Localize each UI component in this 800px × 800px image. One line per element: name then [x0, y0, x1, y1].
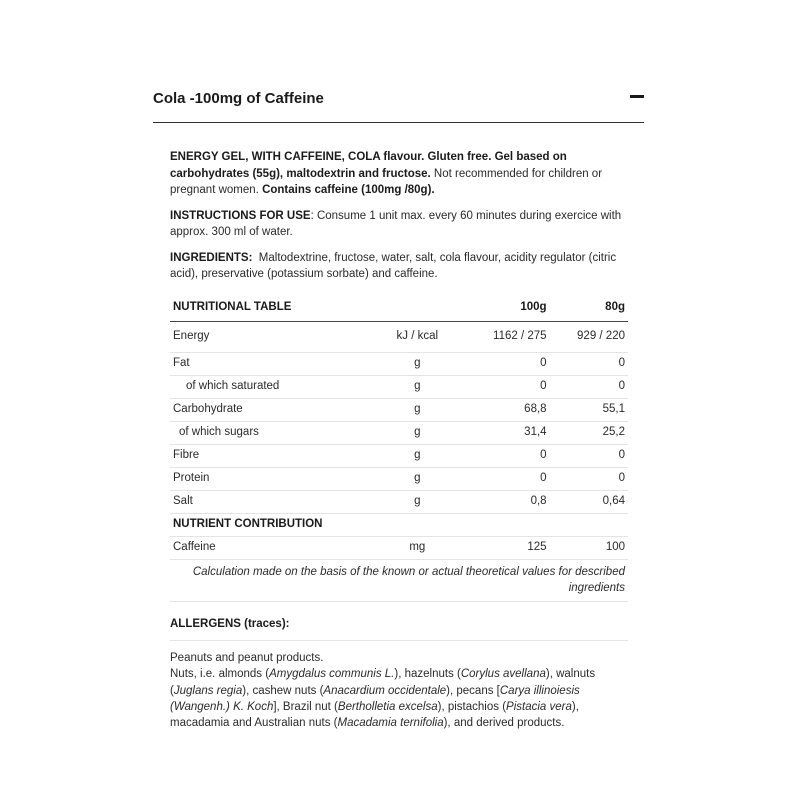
allergen-text: Nuts, i.e. almonds (: [170, 668, 270, 681]
row-value-80g: 100: [547, 536, 628, 559]
row-name: Carbohydrate: [170, 398, 366, 421]
row-value-80g: 0: [547, 375, 628, 398]
row-value-80g: 55,1: [547, 398, 628, 421]
ingredients: [170, 250, 628, 283]
botanical-name: Corylus avellana: [460, 668, 546, 681]
allergen-text: ), pistachios (: [437, 700, 507, 713]
header-80g: 80g: [547, 295, 628, 322]
row-value-100g: 0: [469, 375, 547, 398]
row-value-100g: 68,8: [469, 398, 547, 421]
row-value-80g: 0,64: [547, 490, 628, 513]
allergen-text: ), pecans [: [446, 684, 500, 697]
table-row: [170, 398, 628, 421]
row-unit: g: [366, 467, 469, 490]
instructions-text: : Consume 1 unit max. every 60 minutes during exercice with approx. 300 ml of water.: [170, 209, 622, 238]
table-row: [170, 490, 628, 513]
row-name: of which saturated: [170, 375, 366, 398]
allergen-text: ), macadamia and Australian nuts (: [170, 700, 579, 730]
table-row: [170, 375, 628, 398]
allergen-peanuts: Peanuts and peanut products.: [170, 652, 324, 664]
allergen-text: ), hazelnuts (: [394, 668, 461, 681]
table-row: [170, 421, 628, 444]
section-row: [170, 513, 628, 536]
row-name: Fat: [170, 352, 366, 375]
accordion-header[interactable]: [153, 86, 644, 123]
header-100g: 100g: [469, 295, 547, 322]
row-name: Salt: [170, 490, 366, 513]
row-unit: kJ / kcal: [366, 321, 469, 352]
row-value-80g: 929 / 220: [547, 321, 628, 352]
allergen-text: ), and derived products.: [443, 717, 565, 730]
table-row: [170, 321, 628, 352]
row-value-100g: 0,8: [469, 490, 547, 513]
botanical-name: Anacardium occidentale: [323, 684, 447, 697]
allergens-list: [170, 650, 628, 731]
row-name: Energy: [170, 321, 366, 352]
row-value-100g: 31,4: [469, 421, 547, 444]
table-header: [170, 295, 628, 322]
row-unit: mg: [366, 536, 469, 559]
botanical-name: Macadamia ternifolia: [337, 717, 444, 730]
nutrient-contribution-title: NUTRIENT CONTRIBUTION: [170, 513, 628, 536]
row-value-80g: 0: [547, 467, 628, 490]
row-value-100g: 125: [469, 536, 547, 559]
allergen-text: ], Brazil nut (: [273, 700, 338, 713]
ingredients-text: Maltodextrine, fructose, water, salt, cola flavour, acidity regulator (citric acid), preservative (potassium sorbate) and caffeine.: [170, 251, 620, 280]
caffeine-content: Contains caffeine (100mg /80g).: [262, 184, 435, 196]
row-name: Caffeine: [170, 536, 366, 559]
product-description: [170, 149, 628, 199]
row-unit: g: [366, 490, 469, 513]
table-row: [170, 444, 628, 467]
header-unit: [366, 295, 469, 322]
botanical-name: Amygdalus communis L.: [269, 668, 395, 681]
note-row: [170, 559, 628, 601]
ingredients-label: INGREDIENTS:: [170, 251, 253, 264]
instructions-label: INSTRUCTIONS FOR USE: [170, 209, 311, 222]
table-row: [170, 467, 628, 490]
allergens-title: ALLERGENS (traces):: [170, 616, 628, 642]
collapse-minus-icon[interactable]: [630, 89, 644, 103]
row-value-80g: 0: [547, 352, 628, 375]
row-value-80g: 0: [547, 444, 628, 467]
table-row: [170, 536, 628, 559]
row-value-100g: 0: [469, 352, 547, 375]
botanical-name: Bertholletia excelsa: [337, 700, 438, 713]
row-value-80g: 25,2: [547, 421, 628, 444]
allergen-text: ), walnuts (: [170, 668, 596, 697]
row-value-100g: 1162 / 275: [469, 321, 547, 352]
instructions: [170, 208, 628, 241]
row-unit: g: [366, 444, 469, 467]
row-value-100g: 0: [469, 444, 547, 467]
header-name: NUTRITIONAL TABLE: [170, 295, 366, 322]
allergen-nuts: [170, 666, 628, 731]
botanical-name: Pistacia vera: [506, 700, 572, 713]
product-title: Cola -100mg of Caffeine: [153, 90, 324, 107]
row-value-100g: 0: [469, 467, 547, 490]
table-row: [170, 352, 628, 375]
nutrition-table: [170, 295, 628, 602]
calculation-note: Calculation made on the basis of the known or actual theoretical values for described ingredients: [170, 559, 628, 601]
row-name: Fibre: [170, 444, 366, 467]
accordion-content: [170, 149, 628, 731]
botanical-name: Carya illinoiesis (Wangenh.) K. Koch: [170, 684, 580, 713]
row-unit: g: [366, 375, 469, 398]
row-name: Protein: [170, 467, 366, 490]
allergen-text: ), cashew nuts (: [242, 684, 324, 697]
row-name: of which sugars: [170, 421, 366, 444]
description-warning: Not recommended for children or pregnant women.: [170, 167, 603, 196]
row-unit: g: [366, 421, 469, 444]
row-unit: g: [366, 398, 469, 421]
row-unit: g: [366, 352, 469, 375]
botanical-name: Juglans regia: [173, 684, 243, 697]
description-bold: ENERGY GEL, WITH CAFFEINE, COLA flavour. Gluten free. Gel based on carbohydrates (55g), maltodextrin and fructose.: [170, 151, 567, 180]
